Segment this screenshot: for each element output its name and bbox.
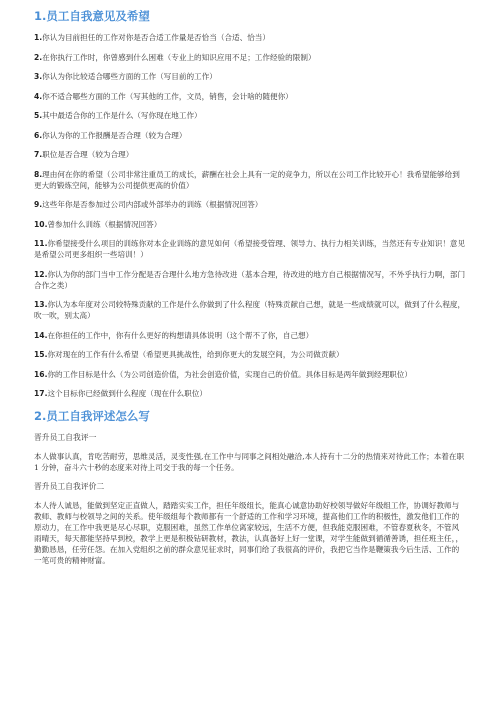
question-number: 1. [34,33,43,42]
question-text: 职位是否合理（较为合理） [42,150,134,159]
question-number: 17. [34,389,48,398]
section-heading-2: 2.员工自我评述怎么写 [34,408,150,423]
question-text: 在你执行工作时，你曾感到什么困难（专业上的知识应用不足；工作经验的限制） [42,52,316,62]
question-number: 4. [34,91,43,101]
question-text: 理由何在你的希望（公司非常注重员工的成长，薪酬在社会上具有一定的竞争力，所以在公司工作比较开心！我希望能够给到更大的锻炼空间，能够为公司提供更高的价值） [34,169,460,190]
question-text: 你的工作目标是什么（为公司创造价值，为社会创造价值，实现自己的价值。具体目标是两年做到经理职位） [47,369,412,379]
question-text: 其中最适合你的工作是什么（写你现在地工作） [42,111,202,120]
question-item [34,110,466,121]
review-1-body: 本人做事认真，肯吃苦耐劳，思维灵活，灵变性强,在工作中与同事之间相处融洽,本人持有十二分的热情来对待此工作；本着在职 1 分钟，奋斗六十秒的态度来对待上司交于我的每一个任务。 [34,451,465,472]
question-item [34,299,466,321]
question-item [34,52,466,63]
question-item [34,388,466,399]
question-item [34,149,466,160]
question-item [34,238,466,260]
question-number: 16. [34,369,48,379]
question-text: 你认为本年度对公司较特殊贡献的工作是什么你做到了什么程度（特殊贡献自己想，就是一些成绩就可以，做到了什么程度，吹一吹，别太高） [34,300,466,320]
review-1-title: 晋升员工自我评一 [34,432,97,442]
question-text: 在你担任的工作中，你有什么更好的构想请具体说明（这个帮不了你，自己想） [47,330,314,340]
question-text: 你希望接受什么项目的训练你对本企业训练的意见如何（希望接受管理、领导力、执行力相关训练，当然还有专业知识！意见是希望公司更多组织一些培训！） [34,239,466,259]
question-number: 11. [34,239,48,248]
question-item [34,330,466,341]
question-number: 13. [34,300,48,309]
question-number: 9. [34,200,43,209]
document-page [34,8,466,574]
question-item [34,91,466,102]
question-number: 14. [34,330,48,340]
question-text: 这些年你是否参加过公司内部或外部举办的训练（根据情况回答） [42,200,263,209]
review-2-body: 本人待人诚恳，能做到坚定正直做人，踏踏实实工作，担任年级组长，能真心诚意协助好校领导做好年级组工作，协调好教师与教师、教师与校领导之间的关系。使年级组每个教师都有一个舒适的工作和学习环境，提高他们工作的积极性，激发他们工作的原动力，在工作中我更是尽心尽职，克服困难，虽然工作单位离家较远，生活不方便，但我能克服困难，不管春夏秋冬，不管风雨晴天，每天都能坚持早到校，教学上更是积极钻研教材，教法，认真备好上好一堂课，对学生能做到循循善诱，担任班主任，，勤勤恳恳，任劳任怨。在加入党组织之前的群众意见征求时，同事们给了我很高的评价，我把它当作是鞭策我今后生活、工作的一笔可贵的精神财富。 [34,500,464,565]
question-text: 这个目标你已经做到什么程度（现在什么职位） [47,389,207,398]
question-item [34,71,466,82]
question-number: 2. [34,52,43,62]
question-item [34,219,466,230]
question-item [34,369,466,380]
question-number: 6. [34,130,43,140]
question-text: 曾参加什么训练（根据情况回答） [47,219,162,229]
question-number: 12. [34,269,48,279]
question-number: 5. [34,111,43,120]
question-text: 你认为你的部门当中工作分配是否合理什么地方急待改进（基本合理，待改进的地方自己根据情况写，不外乎执行力啊，部门合作之类） [34,269,466,290]
question-text: 你认为你比较适合哪些方面的工作（写目前的工作） [42,72,217,81]
question-text: 你不适合哪些方面的工作（写其他的工作，文员，销售，会计啥的随便你） [42,91,293,101]
section-heading-1: 1.员工自我意见及希望 [34,9,150,23]
question-list [34,32,466,399]
question-number: 10. [34,219,48,229]
question-text: 你对现在的工作有什么希望（希望更具挑战性，给到你更大的发展空间，为公司做贡献） [47,350,344,359]
question-item [34,199,466,210]
question-text: 你认为你的工作报酬是否合理（较为合理） [42,130,187,140]
question-item [34,32,466,43]
question-item [34,269,466,291]
question-item [34,130,466,141]
review-2-title: 晋升员工自我评价二 [34,481,105,491]
question-number: 8. [34,169,43,179]
question-number: 7. [34,150,43,159]
question-number: 3. [34,72,43,81]
question-number: 15. [34,350,48,359]
question-text: 你认为目前担任的工作对你是否合适工作量是否恰当（合适、恰当） [42,33,270,42]
question-item [34,349,466,360]
question-item [34,169,466,191]
